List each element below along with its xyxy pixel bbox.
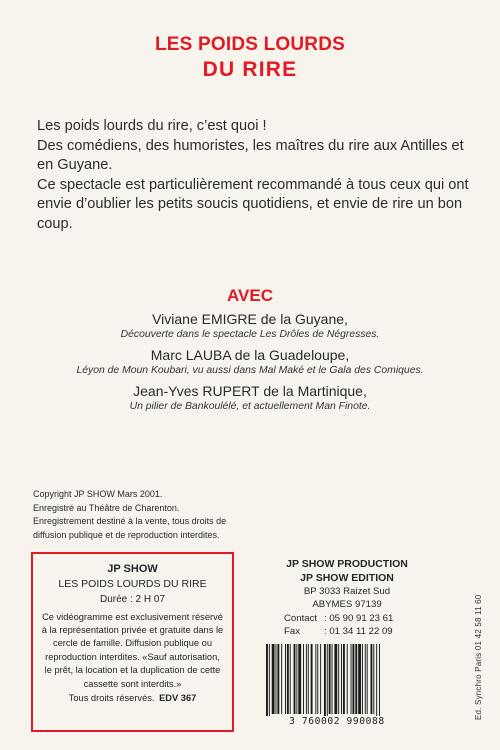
barcode-bar [338,644,339,714]
fax-label: Fax [284,626,300,638]
legal-box [31,552,234,732]
barcode-bar [355,644,357,714]
barcode-bar [298,644,301,714]
barcode-bar [303,644,304,714]
publisher-name: JP SHOW EDITION [300,572,394,584]
intro-line: Ce spectacle est particulièrement recommandé à tous ceux qui ont envie d’oublier les petits soucis quotidiens, et envie de rire un bon coup. [37,176,469,232]
page-title-line2: DU RIRE [202,58,298,81]
barcode-bar [362,644,363,714]
production-info [262,557,432,639]
barcode-bar [341,644,342,714]
intro-text [37,117,475,235]
rights-text: Tous droits réservés. [68,692,155,703]
barcode-image [262,644,410,722]
barcode-bar [308,644,309,714]
fax-value: : 01 34 11 22 09 [324,626,393,638]
barcode-bar [276,644,277,714]
box-duration: Durée : 2 H 07 [99,594,166,605]
box-rights [33,692,232,705]
barcode-bar [327,644,328,720]
barcode-bar [315,644,316,714]
barcode-bar [376,644,377,720]
printer-credit: Ed. Synchro Paris 01 42 58 11 60 [474,594,483,720]
barcode-bar [379,644,380,720]
box-heading: JP SHOW [107,563,158,575]
barcode-bar [281,644,282,714]
performer-name: Jean-Yves RUPERT de la Martinique, [133,383,367,399]
barcode-bar [347,644,348,714]
barcode-bar [285,644,286,714]
copyright-line: Enregistré au Théâtre de Charenton. [33,502,180,513]
barcode-bar [287,644,289,714]
performer-desc: Découverte dans le spectacle Les Drôles de Négresses. [120,329,380,340]
barcode-bar [277,644,279,714]
barcode-bar [296,644,297,714]
catalog-ref: EDV 367 [159,692,197,703]
barcode-bar [294,644,296,714]
performer-desc: Un pilier de Bankoulélé, et actuellement Man Finote. [129,401,371,412]
address-line: BP 3033 Raizet Sud [303,586,391,597]
barcode-bar [329,644,331,714]
barcode-bar [266,644,268,720]
barcode-number: 3 760002 990088 [260,716,414,727]
fax-line [262,625,432,638]
barcode-bar [272,644,275,714]
barcode-bar [324,644,326,720]
barcode-bar [367,644,368,714]
producer-name: JP SHOW PRODUCTION [286,558,408,570]
copyright-notice [33,488,253,542]
barcode-bar [332,644,333,714]
barcode-bar [371,644,373,714]
barcode-bar [317,644,318,714]
barcode-bar [373,644,374,714]
performer-name: Viviane EMIGRE de la Guyane, [152,311,348,327]
contact-label: Contact [284,612,318,624]
performer-name: Marc LAUBA de la Guadeloupe, [150,347,350,363]
intro-line: Des comédiens, des humoristes, les maîtres du rire aux Antilles et en Guyane. [37,137,464,174]
barcode-bar [311,644,313,714]
avec-heading: AVEC [227,286,273,305]
copyright-line: Enregistrement destiné à la vente, tous droits de diffusion publique et de reproduction interdites. [33,516,227,540]
box-legal-text: Ce vidéogramme est exclusivement réservé à la représentation privée et gratuite dans le cercle de famille. Diffusion publique ou reproduction interdites. «Sauf autorisation, le prêt, la location et la duplication de cette cassette sont interdits.» [41,611,224,689]
intro-line: Les poids lourds du rire, c’est quoi ! [37,118,267,134]
copyright-line: Copyright JP SHOW Mars 2001. [33,489,163,499]
barcode-bar [365,644,366,714]
barcode-bar [358,644,361,714]
barcode-bar [290,644,291,714]
cast-list [0,310,500,418]
performer-desc: Léyon de Moun Koubari, vu aussi dans Mal Maké et le Gala des Comiques. [76,365,424,376]
page-title-line1: LES POIDS LOURDS [154,34,346,55]
box-title: LES POIDS LOURDS DU RIRE [58,578,207,590]
barcode-bar [343,644,345,714]
barcode-bar [306,644,307,714]
contact-line [262,612,432,625]
contact-value: : 05 90 91 23 61 [324,612,394,624]
address-line: ABYMES 97139 [312,599,382,611]
barcode-bar [269,644,270,720]
barcode-bar [334,644,337,714]
barcode-bar [351,644,352,714]
barcode-bar [352,644,354,714]
barcode-bar [320,644,321,714]
